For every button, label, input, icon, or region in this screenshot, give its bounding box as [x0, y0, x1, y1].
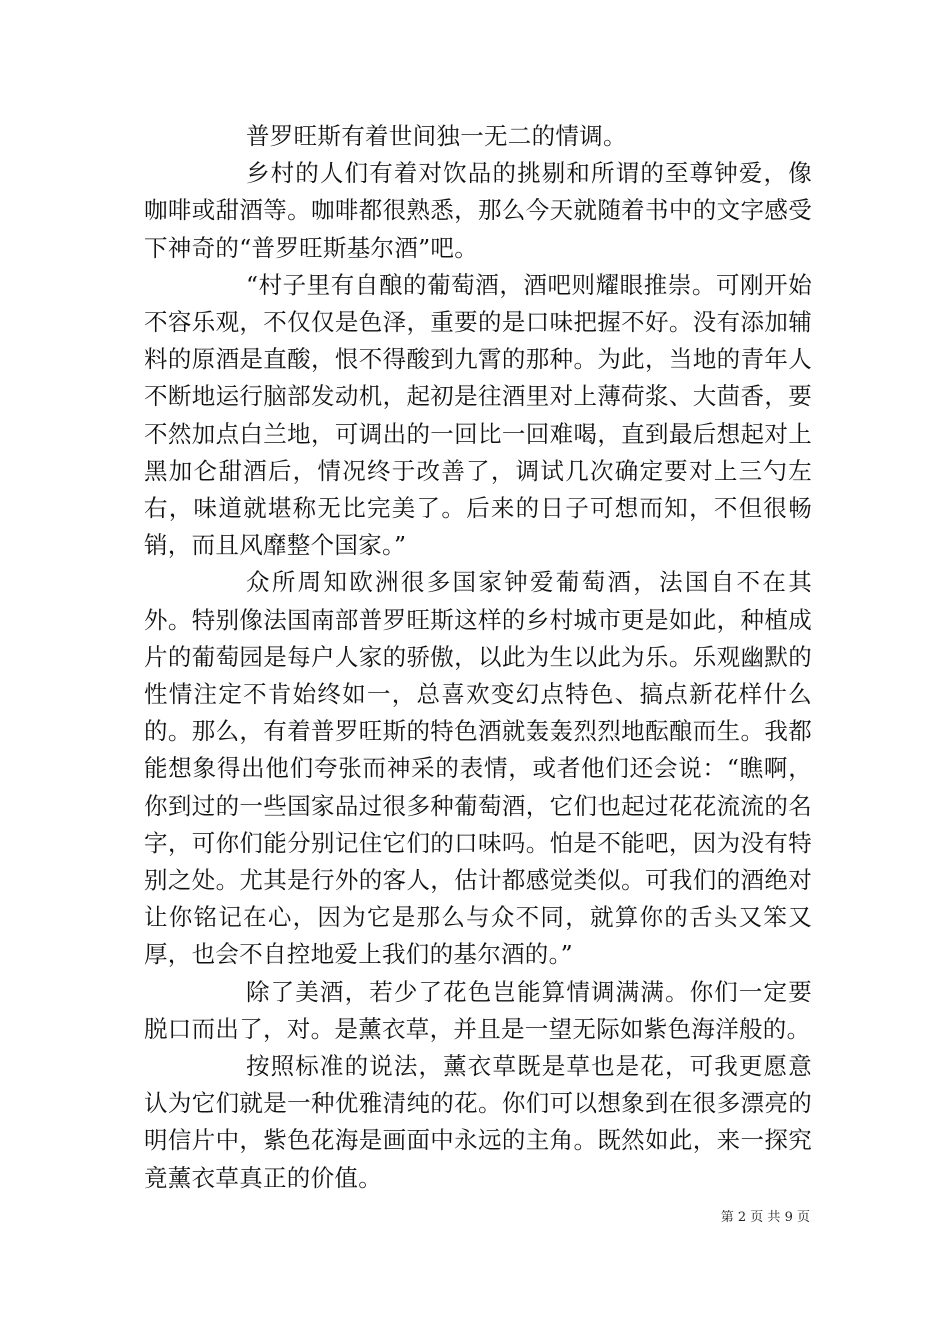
paragraph-1: 普罗旺斯有着世间独一无二的情调。	[246, 122, 627, 150]
footer-page-number: 2	[737, 1210, 747, 1225]
paragraph-5: 除了美酒，若少了花色岂能算情调满满。你们一定要脱口而出了，对。是薰衣草，并且是一望无际如紫色海洋般的。	[144, 977, 812, 1043]
footer-suffix: 页	[796, 1210, 810, 1225]
footer-middle: 页 共	[750, 1210, 781, 1225]
document-body	[144, 118, 812, 1197]
footer-prefix: 第	[720, 1210, 734, 1225]
paragraph-3: “村子里有自酿的葡萄酒，酒吧则耀眼推崇。可刚开始不容乐观，不仅仅是色泽，重要的是口味把握不好。没有添加辅料的原酒是直酸，恨不得酸到九霄的那种。为此，当地的青年人不断地运行脑部发动机，起初是往酒里对上薄荷浆、大茴香，要不然加点白兰地，可调出的一回比一回难喝，直到最后想起对上黑加仑甜酒后，情况终于改善了，调试几次确定要对上三勺左右，味道就堪称无比完美了。后来的日子可想而知，不但很畅销，而且风靡整个国家。”	[144, 270, 812, 560]
paragraph-2: 乡村的人们有着对饮品的挑剔和所谓的至尊钟爱，像咖啡或甜酒等。咖啡都很熟悉，那么今天就随着书中的文字感受下神奇的“普罗旺斯基尔酒”吧。	[144, 159, 812, 262]
page-footer	[690, 1206, 810, 1225]
paragraph-4: 众所周知欧洲很多国家钟爱葡萄酒，法国自不在其外。特别像法国南部普罗旺斯这样的乡村城市更是如此，种植成片的葡萄园是每户人家的骄傲，以此为生以此为乐。乐观幽默的性情注定不肯始终如一，总喜欢变幻点特色、搞点新花样什么的。那么，有着普罗旺斯的特色酒就轰轰烈烈地酝酿而生。我都能想象得出他们夸张而神采的表情，或者他们还会说：“瞧啊，你到过的一些国家品过很多种葡萄酒，它们也起过花花流流的名字，可你们能分别记住它们的口味吗。怕是不能吧，因为没有特别之处。尤其是行外的客人，估计都感觉类似。可我们的酒绝对让你铭记在心，因为它是那么与众不同，就算你的舌头又笨又厚，也会不自控地爱上我们的基尔酒的。”	[144, 568, 812, 969]
footer-total-pages: 9	[784, 1210, 793, 1225]
paragraph-6: 按照标准的说法，薰衣草既是草也是花，可我更愿意认为它们就是一种优雅清纯的花。你们可以想象到在很多漂亮的明信片中，紫色花海是画面中永远的主角。既然如此，来一探究竟薰衣草真正的价值。	[144, 1052, 812, 1192]
